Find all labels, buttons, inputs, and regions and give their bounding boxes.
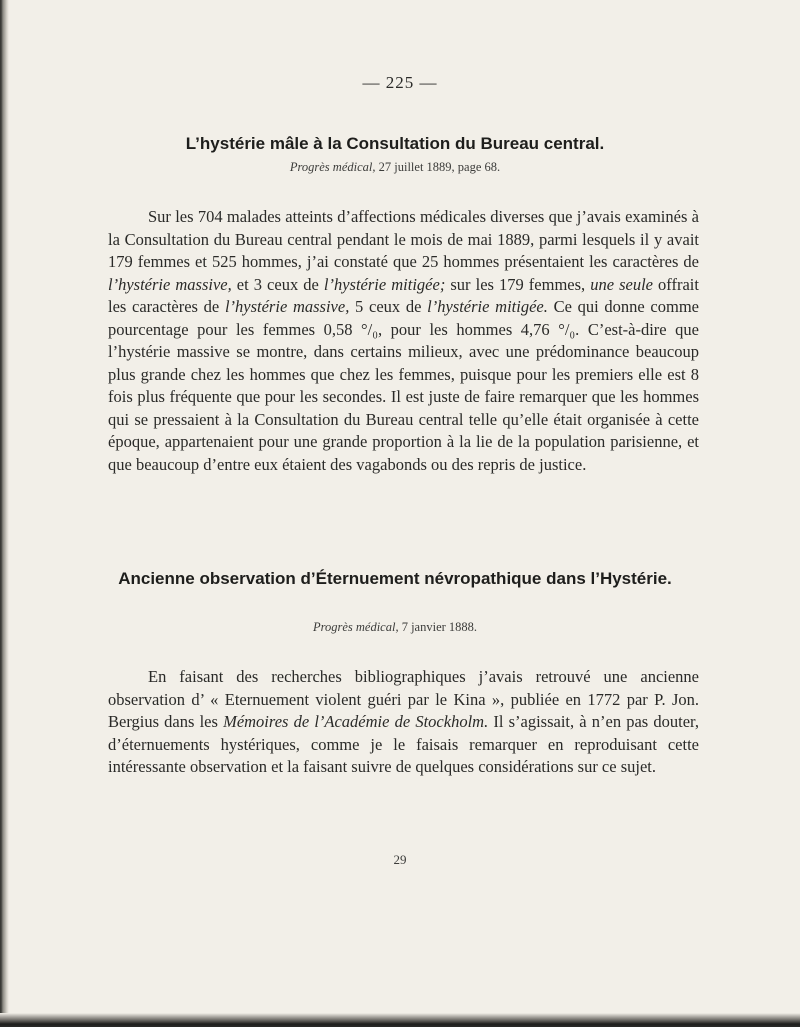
body-italic: l’hystérie mitigée. [427, 297, 548, 316]
body-italic: une seule [590, 274, 653, 294]
body-text: 5 ceux de [349, 297, 428, 316]
body-italic: l’hystérie mitigée; [323, 274, 446, 294]
body-text: Sur les 704 malades atteints d’affections médicales diverses que j’avais examinés à la Consultation du Bureau central pendant le mois de mai 1889, parmi lesquels il y avait 179 femmes et 525 hommes, j’ai constaté que 25 hommes présentaient les caractères de [108, 207, 699, 271]
article-body-2 [108, 666, 699, 779]
body-text: offrait les caractères de [108, 274, 699, 316]
body-italic: Mémoires de l’Académie de Stockholm. [223, 712, 489, 731]
page-binding-edge [0, 0, 9, 1027]
article-title-sneezing: Ancienne observation d’Éternuement névropathique dans l’Hystérie. [118, 569, 672, 588]
article-title-hysteria-male: L’hystérie mâle à la Consultation du Bureau central. [185, 134, 605, 153]
page-number: — 225 — [362, 73, 438, 92]
body-text: En faisant des recherches bibliographiques j’avais retrouvé une ancienne observation d’ « Eternuement violent guéri par le Kina », publiée en 1772 par P. Jon. Bergius dans les [108, 667, 699, 731]
source-date-2: 7 janvier 1888. [398, 620, 478, 634]
article-body-1 [108, 206, 699, 476]
body-text: Il s’agissait, à n’en pas douter, d’éternuements hystériques, comme je le faisais remarquer en reproduisant cette intéressante observation et la faisant suivre de quelques considérations sur ce sujet. [108, 712, 699, 776]
source-journal-2: Progrès médical, [312, 620, 399, 634]
body-text: Ce qui donne comme pourcentage pour les femmes 0,58 °/₀, pour les hommes 4,76 °/₀. C’est-à-dire que l’hystérie massive se montre, dans certains milieux, avec une prédominance beaucoup plus grande chez les hommes que chez les femmes, puisque pour les premiers elle est 8 fois plus fréquente que pour les secondes. Il est juste de faire remarquer que les hommes qui se pressaient à la Consultation du Bureau central telle qu’elle était organisée à cette époque, appartenaient pour une grande proportion à la lie de la population parisienne, et que beaucoup d’entre eux étaient des vagabonds ou des repris de justice. [108, 297, 699, 474]
article-source-2 [90, 620, 700, 635]
page-bottom-edge [0, 1013, 800, 1027]
body-italic: l’hystérie massive, [224, 297, 350, 316]
sheet-signature-number: 29 [393, 852, 407, 867]
body-text: et 3 ceux de [231, 274, 324, 294]
body-italic: l’hystérie massive, [108, 274, 232, 294]
source-journal-1: Progrès médical, [289, 160, 376, 174]
article-source-1 [90, 160, 700, 175]
source-date-1: 27 juillet 1889, page 68. [375, 160, 501, 174]
body-text: sur les 179 femmes, [445, 274, 591, 294]
